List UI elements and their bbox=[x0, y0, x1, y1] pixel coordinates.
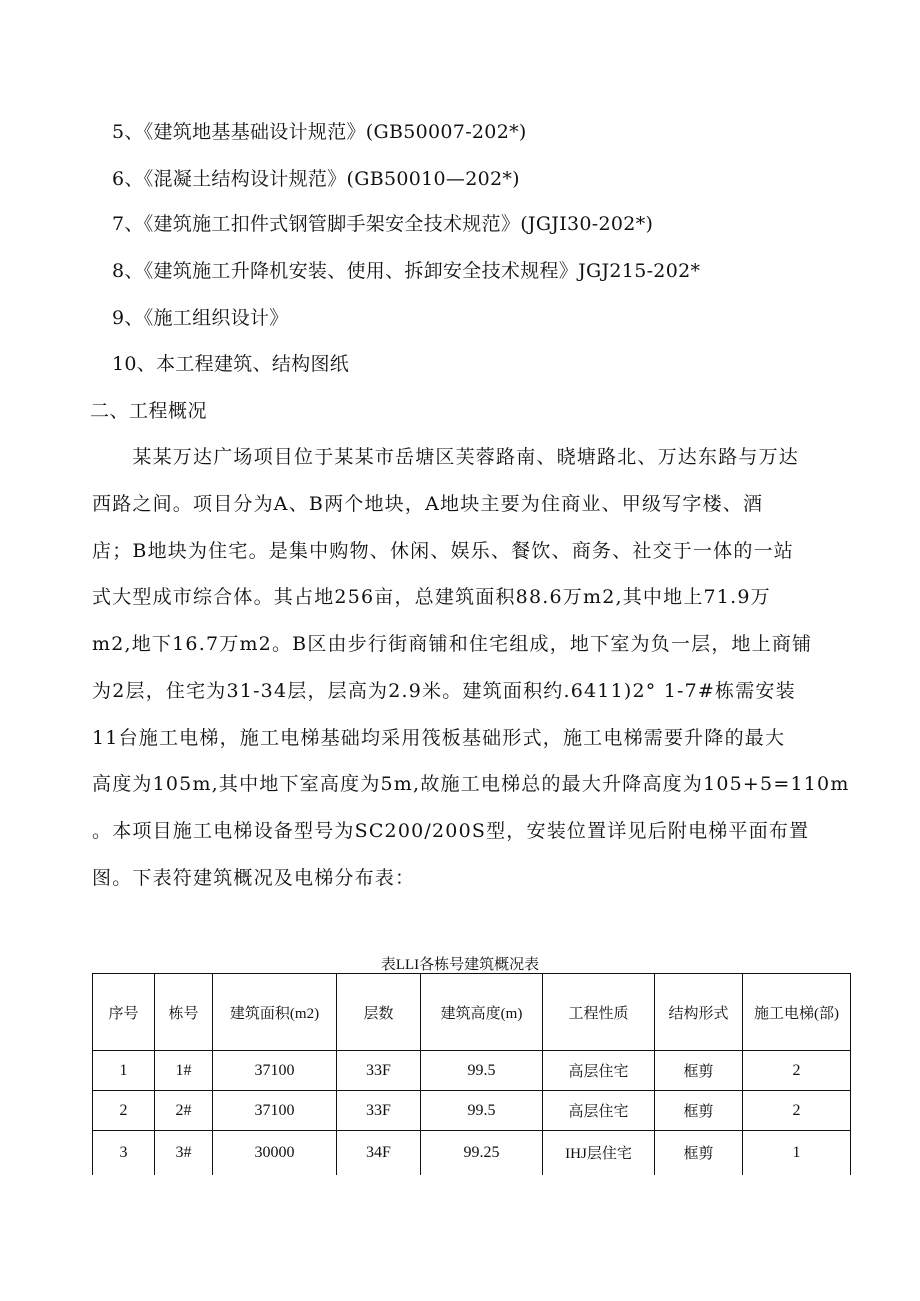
table-cell: 框剪 bbox=[655, 1131, 743, 1175]
column-header: 建筑高度(m) bbox=[421, 974, 543, 1051]
building-overview-table bbox=[92, 973, 851, 1175]
table-cell: 2 bbox=[743, 1051, 851, 1091]
column-header: 工程性质 bbox=[543, 974, 655, 1051]
section-heading: 二、工程概况 bbox=[90, 400, 208, 422]
reference-number: 6、 bbox=[112, 168, 144, 190]
table-cell: 2 bbox=[743, 1091, 851, 1131]
reference-number: 9、 bbox=[112, 307, 144, 329]
table-cell: 37100 bbox=[213, 1051, 337, 1091]
table-cell: 99.25 bbox=[421, 1131, 543, 1175]
table-row bbox=[93, 1091, 851, 1131]
reference-number: 8、 bbox=[112, 260, 144, 282]
table-cell: IHJ层住宅 bbox=[543, 1131, 655, 1175]
reference-item bbox=[112, 352, 349, 376]
table-cell: 33F bbox=[337, 1051, 421, 1091]
table-cell: 33F bbox=[337, 1091, 421, 1131]
reference-text: 本工程建筑、结构图纸 bbox=[156, 353, 350, 375]
column-header: 栋号 bbox=[155, 974, 213, 1051]
table-cell: 30000 bbox=[213, 1131, 337, 1175]
table-header-row bbox=[93, 974, 851, 1051]
paragraph-line: 为2层，住宅为31-34层，层高为2.9米。建筑面积约.6411)2° 1-7#栋需安装 bbox=[92, 680, 796, 702]
table-cell: 框剪 bbox=[655, 1091, 743, 1131]
reference-text: 《建筑施工扣件式钢管脚手架安全技术规范》(JGJI30-202*) bbox=[143, 213, 654, 235]
column-header: 建筑面积(m2) bbox=[213, 974, 337, 1051]
reference-text: 《混凝土结构设计规范》(GB50010—202*) bbox=[143, 168, 520, 190]
table-row bbox=[93, 1051, 851, 1091]
reference-text: 《建筑地基基础设计规范》(GB50007-202*) bbox=[143, 121, 527, 143]
table-cell: 37100 bbox=[213, 1091, 337, 1131]
table-cell: 框剪 bbox=[655, 1051, 743, 1091]
table-cell: 1 bbox=[743, 1131, 851, 1175]
table-cell: 高层住宅 bbox=[543, 1091, 655, 1131]
table-cell: 2# bbox=[155, 1091, 213, 1131]
paragraph-line: 某某万达广场项目位于某某市岳塘区芙蓉路南、晓塘路北、万达东路与万达 bbox=[92, 446, 800, 468]
paragraph-line: m2,地下16.7万m2。B区由步行街商铺和住宅组成，地下室为负一层，地上商铺 bbox=[92, 633, 813, 655]
reference-item bbox=[112, 259, 700, 283]
reference-item bbox=[112, 212, 653, 236]
reference-text: 《建筑施工升降机安装、使用、拆卸安全技术规程》JGJ215-202* bbox=[143, 260, 701, 282]
table-caption: 表LLI各栋号建筑概况表 bbox=[380, 957, 540, 973]
paragraph-line: 高度为105m,其中地下室高度为5m,故施工电梯总的最大升降高度为105+5=110m bbox=[92, 773, 850, 795]
column-header: 层数 bbox=[337, 974, 421, 1051]
paragraph-line: 式大型成市综合体。其占地256亩，总建筑面积88.6万m2,其中地上71.9万 bbox=[92, 586, 771, 608]
reference-number: 7、 bbox=[112, 213, 144, 235]
paragraph-line: 。本项目施工电梯设备型号为SC200/200S型，安装位置详见后附电梯平面布置 bbox=[92, 820, 810, 842]
reference-text: 《施工组织设计》 bbox=[143, 307, 289, 329]
table-cell: 99.5 bbox=[421, 1051, 543, 1091]
table-cell: 高层住宅 bbox=[543, 1051, 655, 1091]
reference-item bbox=[112, 167, 520, 191]
reference-item bbox=[112, 120, 527, 144]
table-cell: 2 bbox=[93, 1091, 155, 1131]
column-header: 结构形式 bbox=[655, 974, 743, 1051]
reference-number: 5、 bbox=[112, 121, 144, 143]
paragraph-line: 图。下表符建筑概况及电梯分布表： bbox=[92, 867, 416, 889]
table-cell: 1 bbox=[93, 1051, 155, 1091]
column-header: 施工电梯(部) bbox=[743, 974, 851, 1051]
table-row bbox=[93, 1131, 851, 1175]
table-cell: 3 bbox=[93, 1131, 155, 1175]
column-header: 序号 bbox=[93, 974, 155, 1051]
table-cell: 34F bbox=[337, 1131, 421, 1175]
paragraph-line: 11台施工电梯，施工电梯基础均采用筏板基础形式，施工电梯需要升降的最大 bbox=[92, 727, 786, 749]
paragraph-line: 西路之间。项目分为A、B两个地块，A地块主要为住商业、甲级写字楼、酒 bbox=[92, 493, 764, 515]
reference-item bbox=[112, 306, 289, 330]
reference-number: 10、 bbox=[112, 353, 157, 375]
paragraph-line: 店；B地块为住宅。是集中购物、休闲、娱乐、餐饮、商务、社交于一体的一站 bbox=[92, 540, 794, 562]
table-cell: 1# bbox=[155, 1051, 213, 1091]
table-cell: 3# bbox=[155, 1131, 213, 1175]
table-cell: 99.5 bbox=[421, 1091, 543, 1131]
